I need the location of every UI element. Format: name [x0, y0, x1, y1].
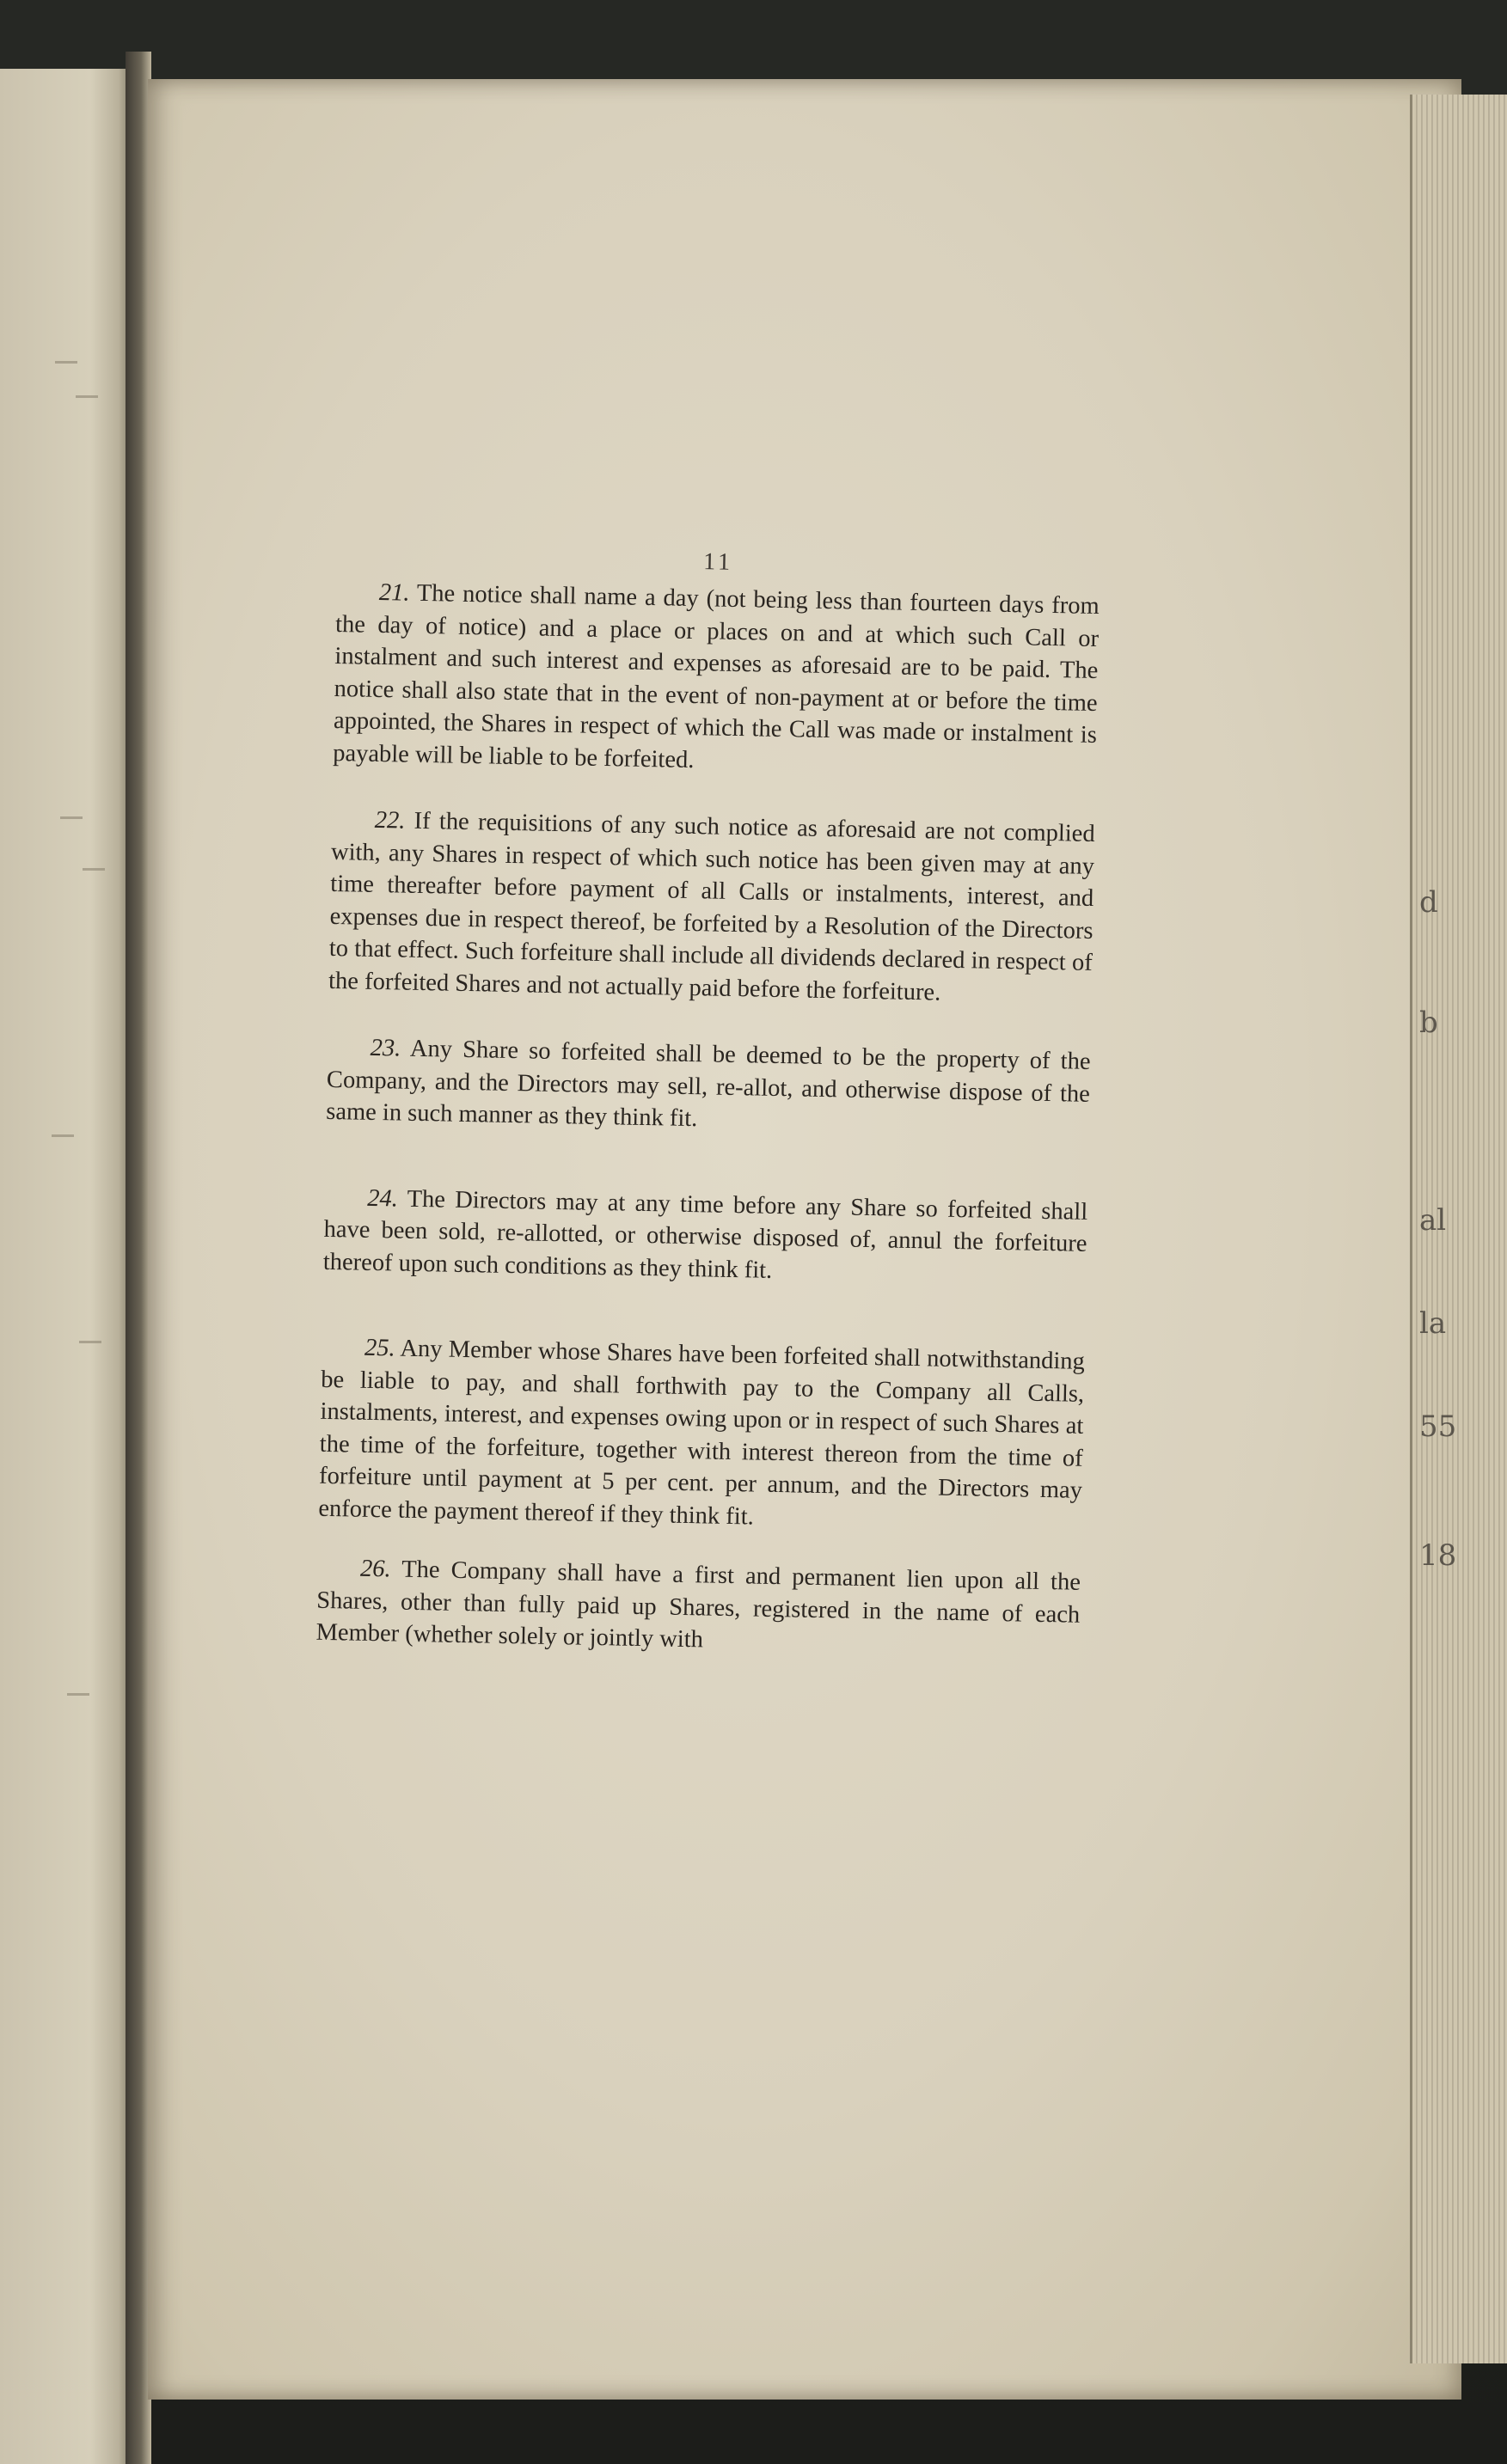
page-number: 11: [702, 548, 734, 576]
paragraph-26: [315, 1552, 1081, 1664]
bleed-mark: [55, 361, 77, 364]
text-block: [315, 541, 1100, 1663]
paragraph-25: [318, 1331, 1085, 1539]
paragraph-22: [328, 804, 1095, 1012]
paragraph-21: [333, 576, 1100, 784]
paragraph-text: Any Member whose Shares have been forfeited shall notwithstanding be liable to pay, and shall forthwith pay to the Company all Calls, instalments, interest, and expenses owing upon or in respect of such Shares at the time of the forfeiture, together with interest thereon from the time of forfeiture until payment at 5 per cent. per annum, and the Directors may enforce the payment thereof if they think fit.: [318, 1335, 1086, 1531]
edge-note: la: [1419, 1306, 1447, 1341]
paragraph-text: Any Share so forfeited shall be deemed to be the property of the Company, and the Directors may sell, re-allot, and otherwise dispose of the same in such manner as they think fit.: [325, 1035, 1091, 1133]
facing-page-left: [0, 69, 131, 2464]
paragraph-number: 22.: [374, 806, 406, 835]
bleed-mark: [60, 816, 83, 819]
paragraph-number: 26.: [359, 1555, 391, 1583]
paragraph-text: The Company shall have a first and permanent lien upon all the Shares, other than fully paid up Shares, registered in the name of each Member (whether solely or jointly with: [315, 1556, 1081, 1654]
page-block-edges: [1410, 95, 1507, 2363]
edge-note: d: [1419, 885, 1438, 920]
paragraph-24: [323, 1181, 1088, 1293]
paragraph-text: If the requisitions of any such notice as aforesaid are not complied with, any Shares in respect of which such notice has been given may at any time thereafter before payment of all Calls or instalments, interest, and expenses due in respect thereof, be forfeited by a Resolution of the Directors to that effect. Such forfeiture shall include all dividends declared in respect of the forfeited Shares and not actually paid before the forfeiture.: [328, 807, 1095, 1006]
paragraph-number: 25.: [364, 1334, 395, 1362]
paragraph-text: The Directors may at any time before any Share so forfeited shall have been sold, re-allotted, or otherwise disposed of, annul the forfeiture thereof upon such conditions as they think fit.: [322, 1185, 1088, 1284]
bleed-mark: [52, 1134, 74, 1137]
edge-note: 18: [1419, 1538, 1457, 1573]
paragraph-text: The notice shall name a day (not being less than fourteen days from the day of notice) and a place or places on and at which such Call or instalment and such interest and expenses as aforesaid are to be paid. The notice shall also state that in the event of non-payment at or before the time appointed, the Shares in respect of which the Call was made or instalment is payable will be liable to be forfeited.: [332, 579, 1100, 773]
edge-note: b: [1419, 1006, 1438, 1040]
paragraph-number: 21.: [378, 578, 410, 607]
bleed-mark: [67, 1693, 89, 1696]
bleed-mark: [83, 868, 105, 871]
edge-note: al: [1419, 1203, 1447, 1238]
edge-note: 55: [1419, 1409, 1457, 1444]
paragraph-number: 23.: [370, 1034, 401, 1062]
paragraph-23: [326, 1031, 1091, 1143]
bleed-mark: [76, 395, 98, 398]
bleed-mark: [79, 1341, 101, 1343]
paragraph-number: 24.: [367, 1184, 399, 1213]
